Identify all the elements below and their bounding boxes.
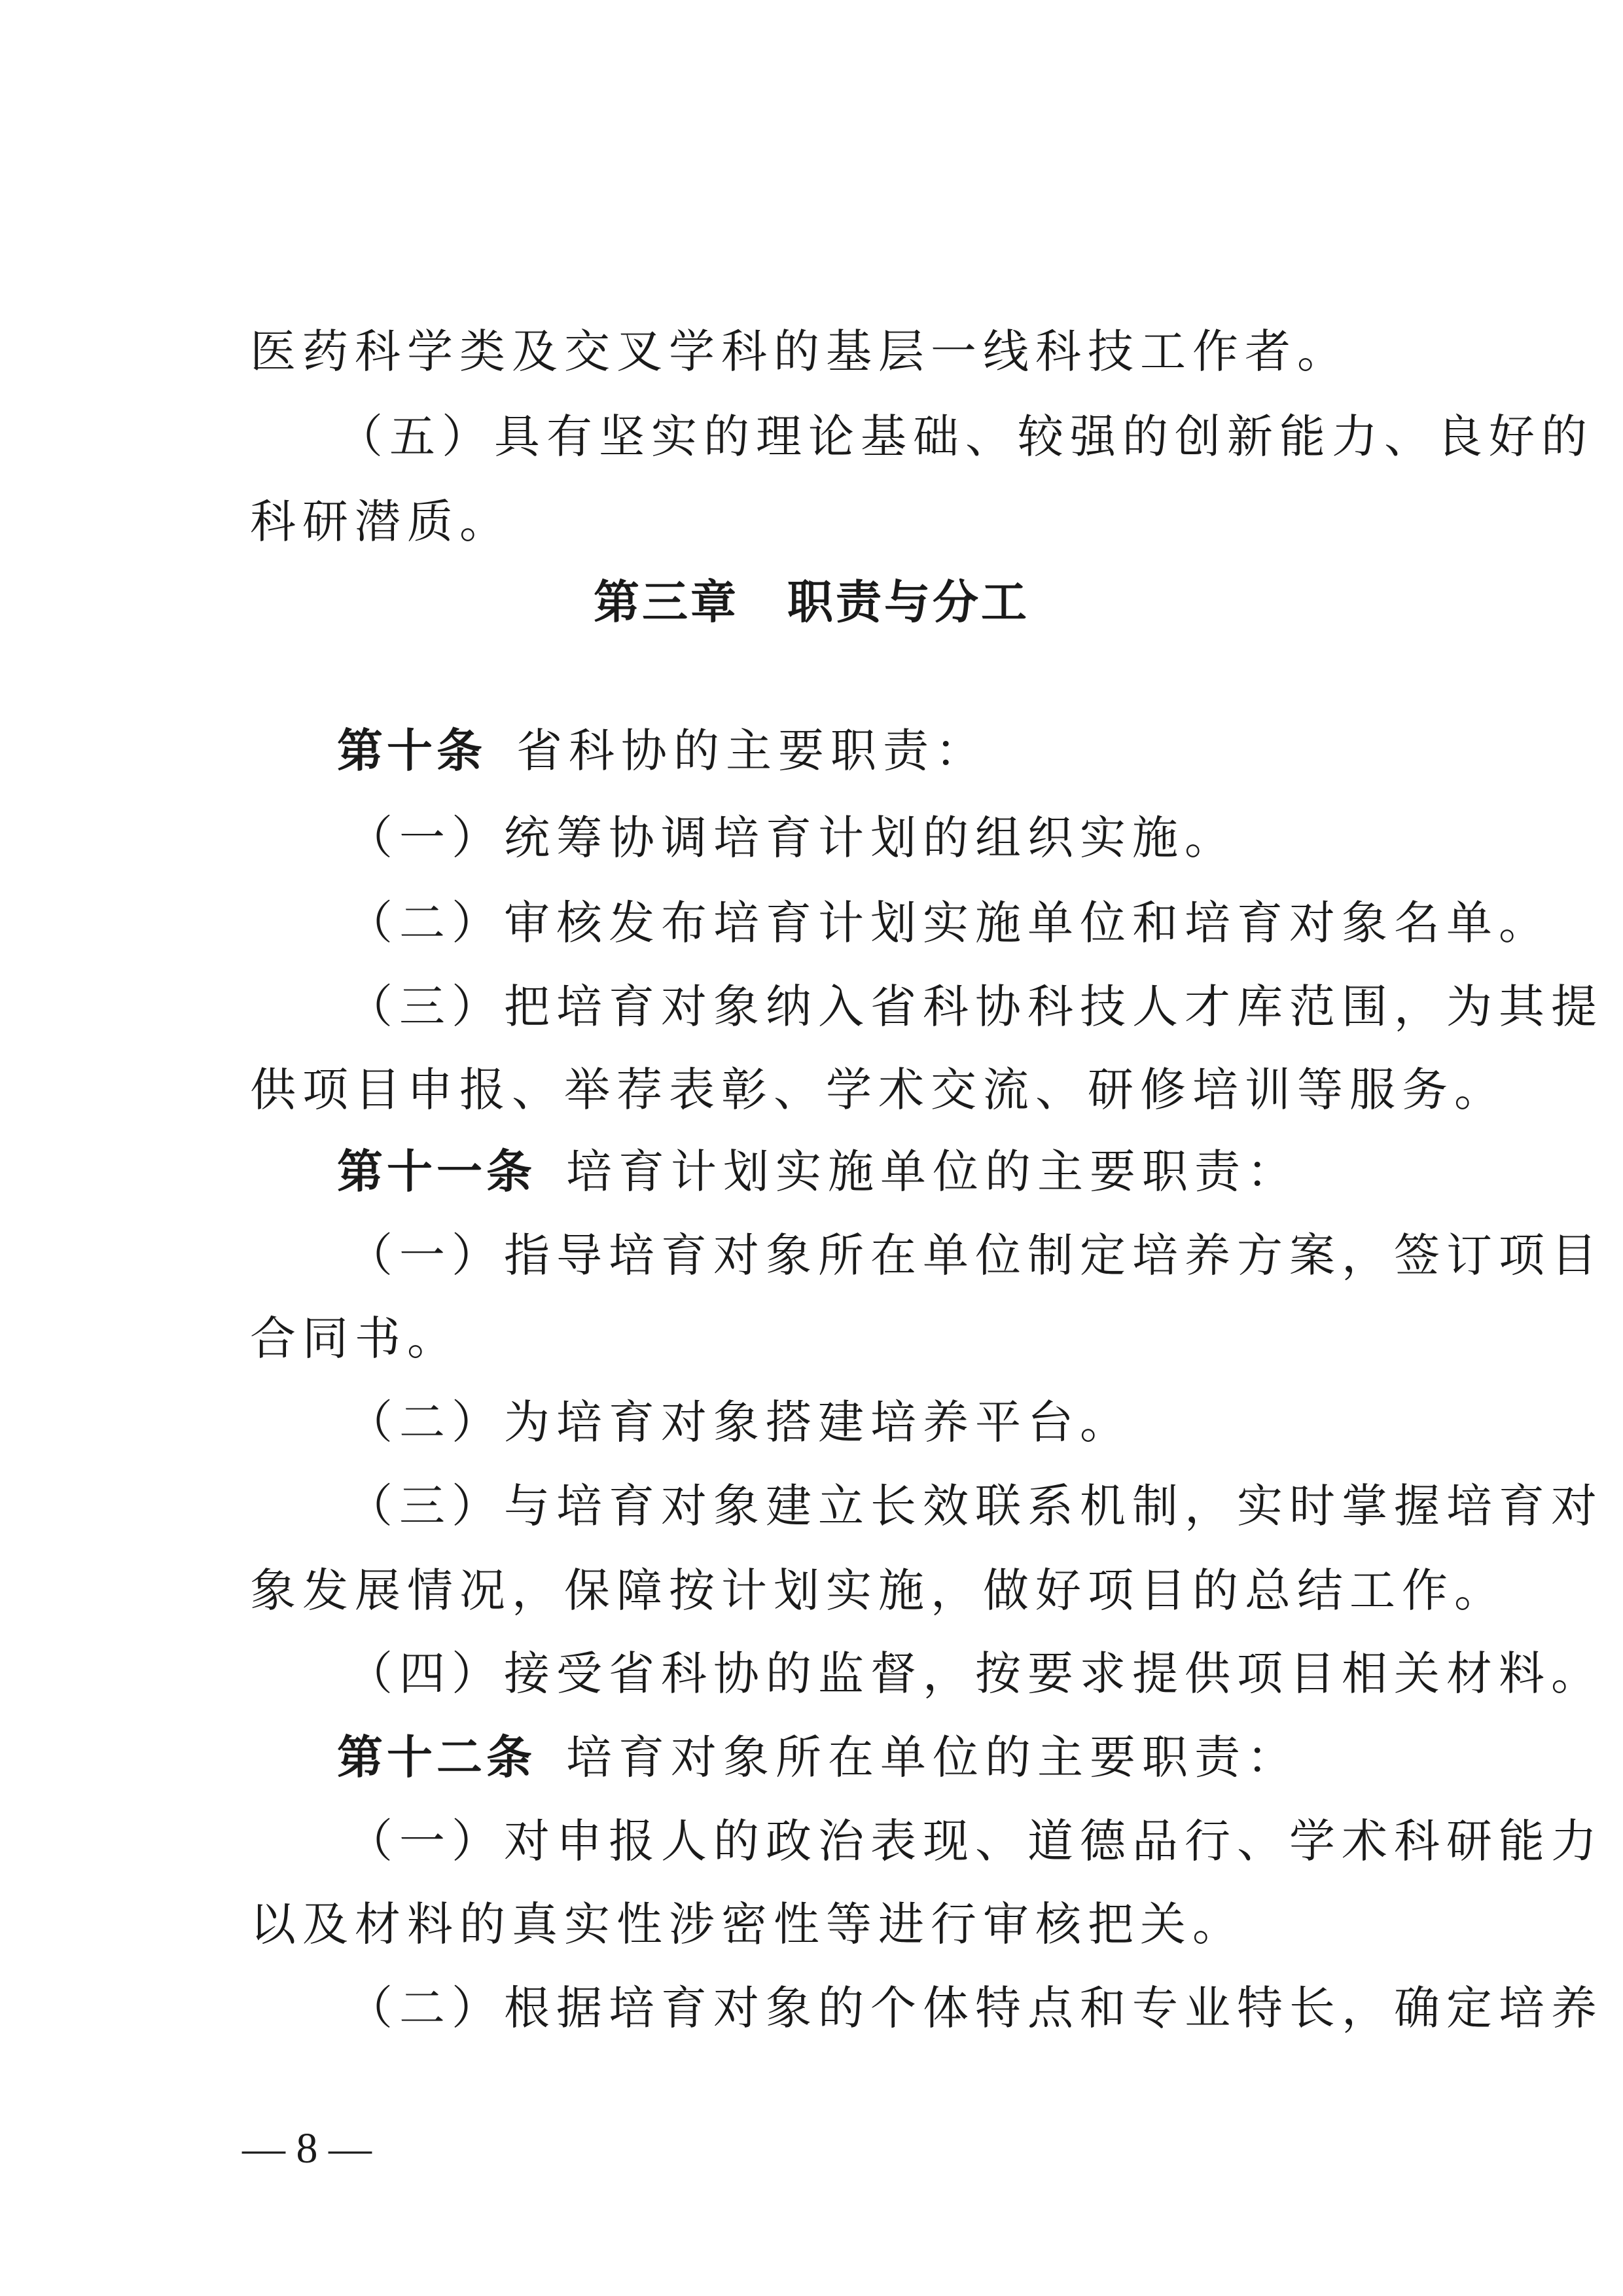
- article-label: 第十二条: [337, 1731, 536, 1784]
- article-10-heading: [337, 724, 988, 778]
- paragraph-line: 科研潜质。: [250, 495, 512, 548]
- list-item: 合同书。: [250, 1312, 459, 1365]
- article-12-heading: [337, 1731, 1299, 1784]
- article-intro: 省科协的主要职责：: [516, 724, 988, 778]
- article-label: 第十一条: [337, 1145, 536, 1198]
- list-item: （二）审核发布培育计划实施单位和培育对象名单。: [347, 896, 1551, 950]
- list-item: 供项目申报、举荐表彰、学术交流、研修培训等服务。: [250, 1063, 1507, 1117]
- list-item: （一）统筹协调培育计划的组织实施。: [347, 811, 1237, 865]
- article-intro: 培育计划实施单位的主要职责：: [566, 1145, 1299, 1198]
- paragraph-line: （五）具有坚实的理论基础、较强的创新能力、良好的: [337, 410, 1594, 463]
- list-item: （三）与培育对象建立长效联系机制，实时掌握培育对: [347, 1479, 1603, 1533]
- list-item: （一）指导培育对象所在单位制定培养方案，签订项目: [347, 1229, 1603, 1282]
- list-item: （二）根据培育对象的个体特点和专业特长，确定培养: [347, 1981, 1603, 2035]
- article-11-heading: [337, 1145, 1299, 1198]
- paragraph-line: 医药科学类及交叉学科的基层一线科技工作者。: [250, 325, 1349, 378]
- list-item: （一）对申报人的政治表现、道德品行、学术科研能力: [347, 1814, 1603, 1868]
- page-number: — 8 —: [242, 2125, 372, 2172]
- list-item: （四）接受省科协的监督，按要求提供项目相关材料。: [347, 1647, 1603, 1700]
- chapter-heading: 第三章 职责与分工: [594, 575, 1029, 629]
- article-label: 第十条: [337, 724, 486, 778]
- article-intro: 培育对象所在单位的主要职责：: [566, 1731, 1299, 1784]
- list-item: （三）把培育对象纳入省科协科技人才库范围，为其提: [347, 980, 1603, 1033]
- list-item: （二）为培育对象搭建培养平台。: [347, 1395, 1132, 1449]
- list-item: 以及材料的真实性涉密性等进行审核把关。: [250, 1897, 1245, 1951]
- list-item: 象发展情况，保障按计划实施，做好项目的总结工作。: [250, 1564, 1507, 1617]
